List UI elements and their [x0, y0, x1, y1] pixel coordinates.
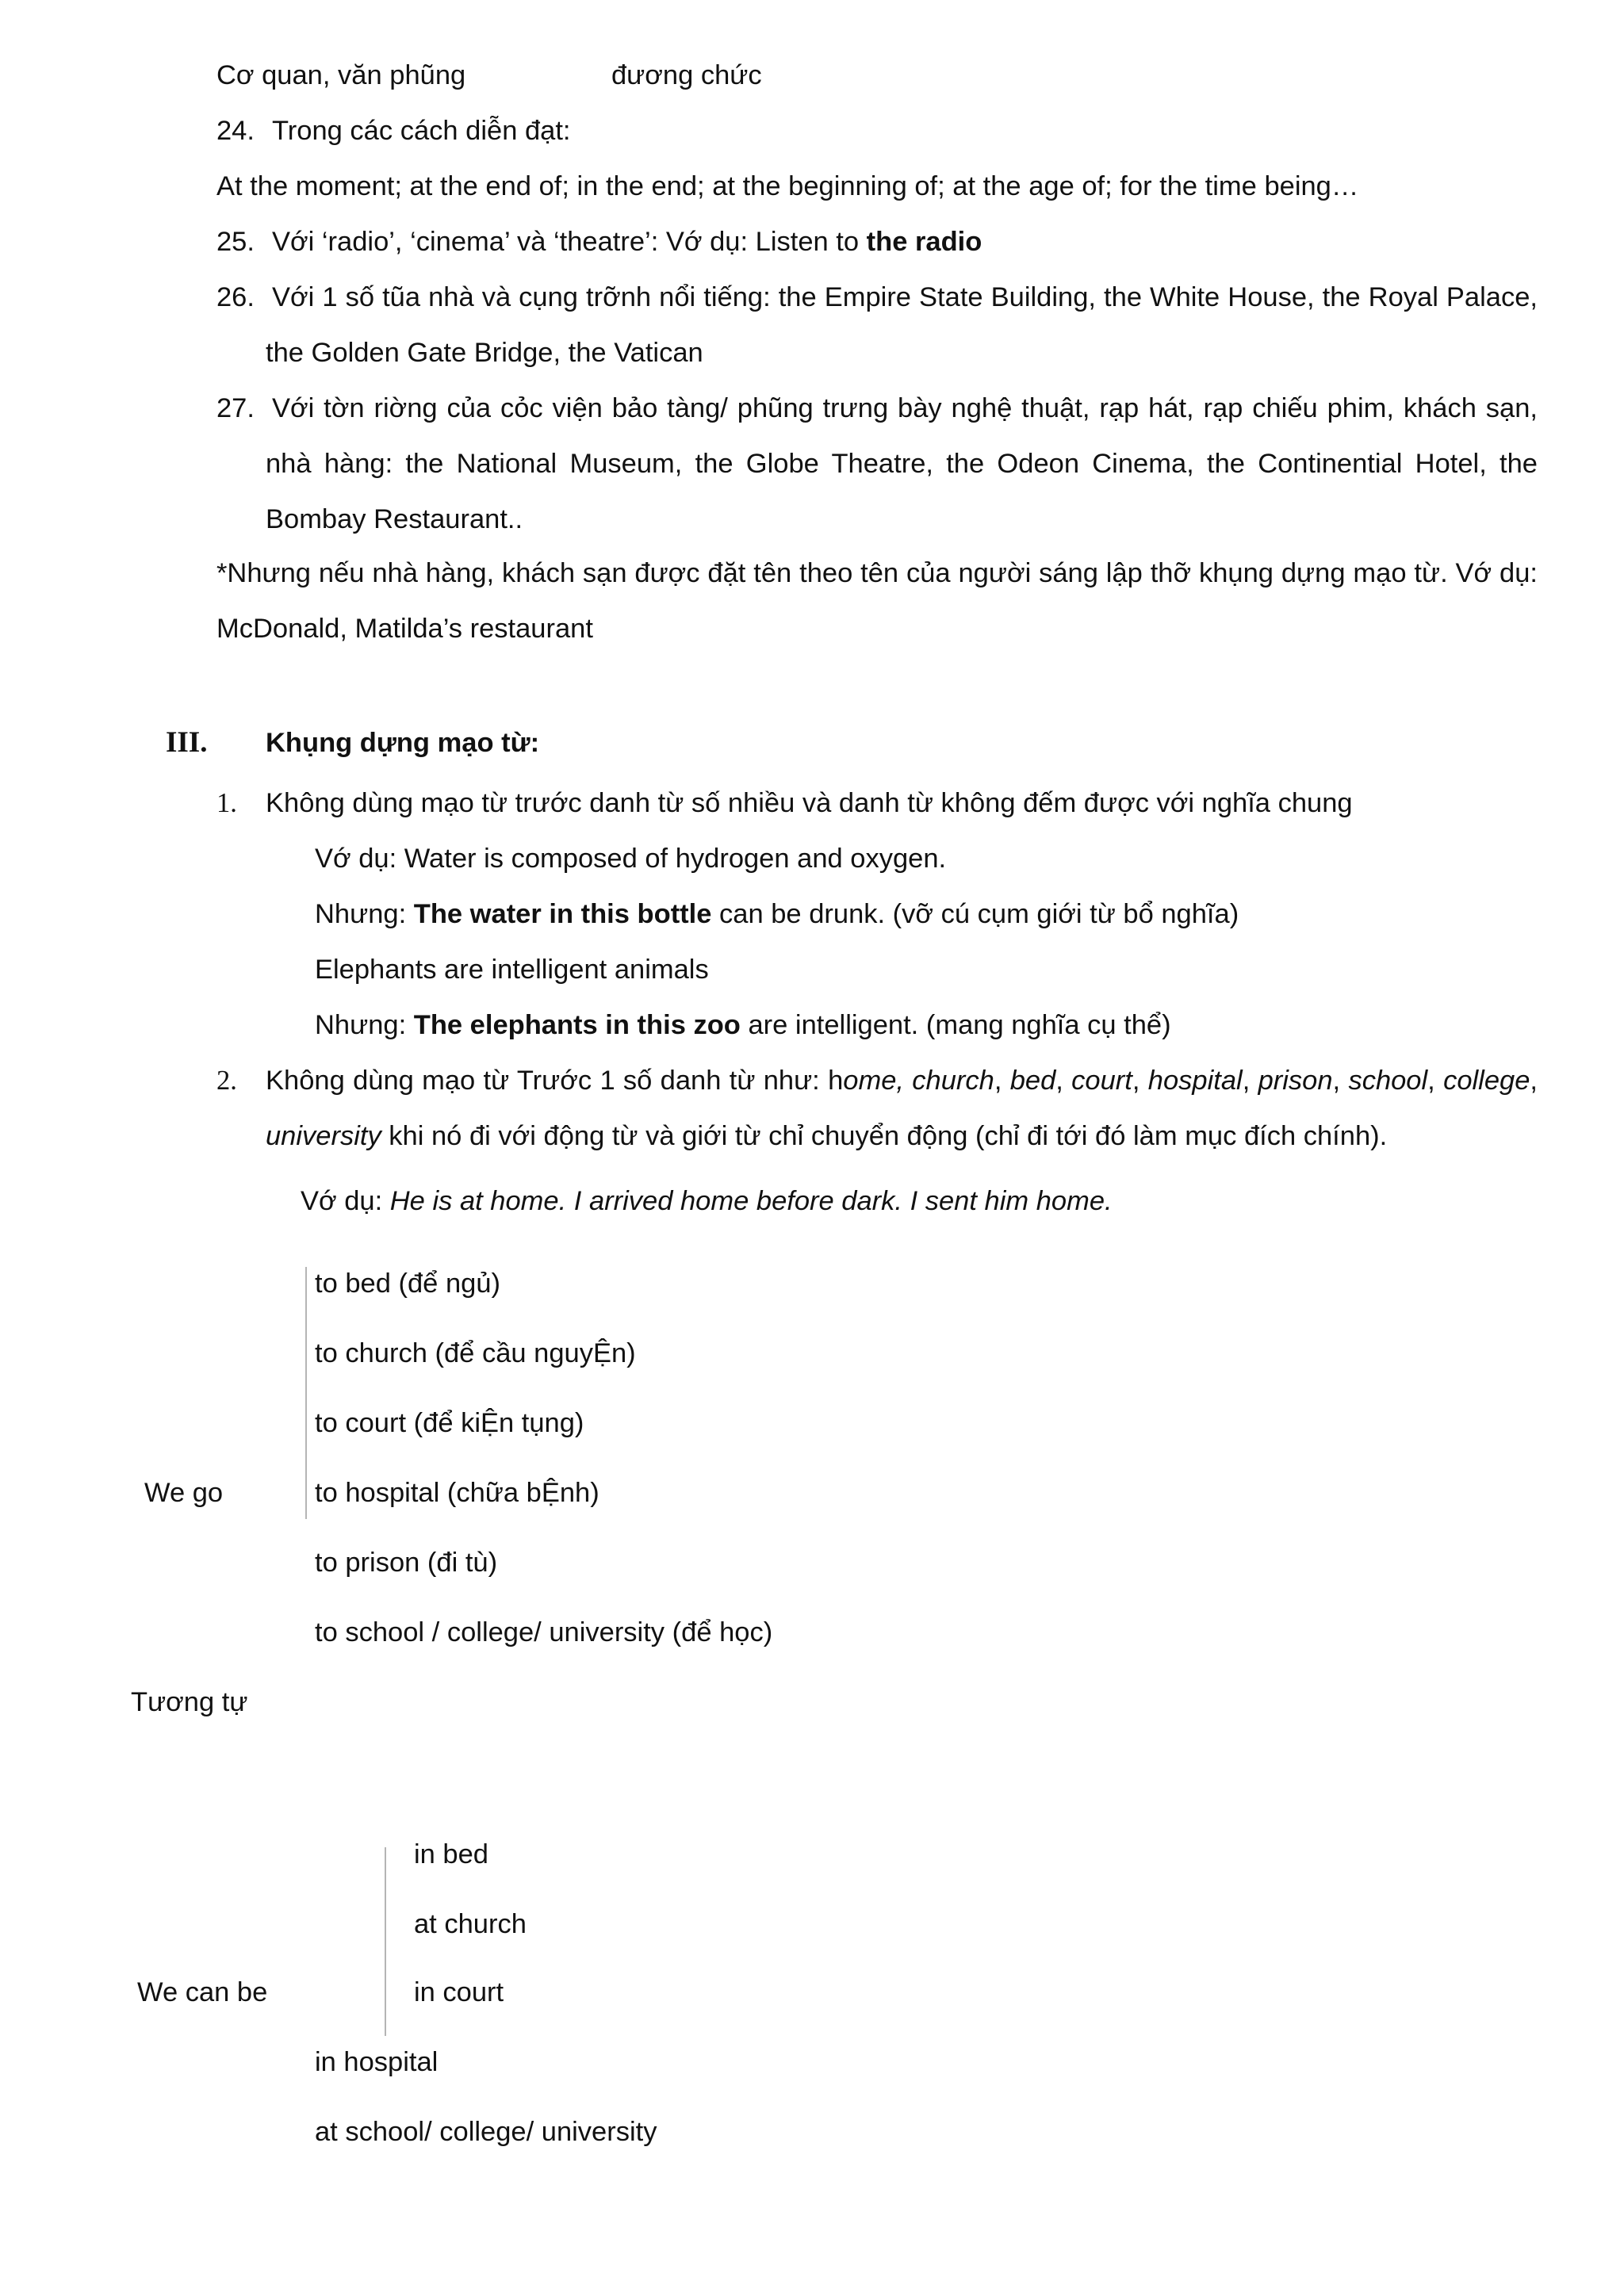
- we-go-bracket-line: [305, 1267, 307, 1519]
- rule-2-prefix: Không dùng mạo từ Trước 1 số danh từ như: h: [266, 1066, 844, 1096]
- noun-university: university: [266, 1121, 381, 1151]
- item-24-number: 24.: [216, 116, 255, 146]
- we-can-be-bracket-line: [385, 1847, 386, 2036]
- noun-court: court: [1071, 1066, 1132, 1096]
- item-25-text: Với ‘radio’, ‘cinema’ và ‘theatre’: Vớ dụ: Listen to: [272, 227, 867, 257]
- noun-prison: prison: [1258, 1066, 1333, 1096]
- we-can-be-label: We can be: [137, 1977, 268, 2007]
- noun-hospital: hospital: [1147, 1066, 1243, 1096]
- section-numeral: III.: [166, 726, 208, 759]
- we-go-item: to church (để cầu nguyỆn): [315, 1338, 636, 1368]
- item-27-line-1: Với tờn riờng của cỏc viện bảo tàng/ phũng trưng bày nghệ thuật, rạp hát, rạp chiếu phim, khách sạn,: [272, 393, 1538, 423]
- rule-2-example-prefix: Vớ dụ:: [301, 1186, 390, 1216]
- similarly-label: Tương tự: [131, 1687, 248, 1717]
- rule-1-example-3: Elephants are intelligent animals: [315, 955, 709, 985]
- item-25-number: 25.: [216, 227, 255, 257]
- rule-1-number: 1.: [216, 788, 237, 818]
- item-24-text: Trong các cách diễn đạt:: [272, 116, 571, 146]
- item-24-phrases: At the moment; at the end of; in the end; at the beginning of; at the age of; for the time being…: [216, 171, 1359, 201]
- item-27-line-3: Bombay Restaurant..: [266, 504, 523, 534]
- item-27-line-2: nhà hàng: the National Museum, the Globe Theatre, the Odeon Cinema, the Continential Hotel, the: [266, 449, 1538, 479]
- we-go-label: We go: [144, 1478, 224, 1508]
- rule-1-example-1: Vớ dụ: Water is composed of hydrogen and oxygen.: [315, 844, 947, 874]
- note-line-1: *Nhưng nếu nhà hàng, khách sạn được đặt tên theo tên của người sáng lập thỡ khụng dựng mạo từ. Vớ dụ:: [216, 558, 1538, 588]
- rule-2-line-2-rest: khi nó đi với động từ và giới từ chỉ chuyển động (chỉ đi tới đó làm mục đích chính).: [381, 1121, 1388, 1151]
- example-4-bold: The elephants in this zoo: [413, 1010, 741, 1040]
- example-4-suffix: are intelligent. (mang nghĩa cụ thể): [740, 1010, 1171, 1040]
- example-2-prefix: Nhưng:: [315, 899, 414, 929]
- noun-bed: bed: [1009, 1066, 1056, 1096]
- rule-1-text: Không dùng mạo từ trước danh từ số nhiều và danh từ không đếm được với nghĩa chung: [266, 788, 1353, 818]
- rule-2-line-2: [266, 1123, 1387, 1150]
- item-26-line-2: the Golden Gate Bridge, the Vatican: [266, 338, 703, 368]
- we-go-item: to school / college/ university (để học): [315, 1617, 773, 1647]
- we-go-item: to hospital (chữa bỆnh): [315, 1478, 599, 1508]
- we-go-item: to bed (để ngủ): [315, 1269, 501, 1299]
- noun-home-church: ome, church: [843, 1066, 994, 1096]
- rule-2-example: [301, 1188, 1113, 1215]
- rule-1-example-4: [315, 1012, 1171, 1039]
- rule-2-example-italic: He is at home. I arrived home before dark. I sent him home.: [389, 1186, 1113, 1216]
- we-go-item: to court (để kiỆn tụng): [315, 1408, 584, 1438]
- item-25-line: [272, 228, 982, 256]
- item-25-bold-text: the radio: [866, 227, 982, 257]
- we-can-be-item: at school/ college/ university: [315, 2117, 657, 2147]
- note-line-2: McDonald, Matilda’s restaurant: [216, 614, 593, 644]
- we-can-be-item: in hospital: [315, 2047, 439, 2077]
- rule-2-number: 2.: [216, 1066, 237, 1096]
- item-27-number: 27.: [216, 393, 255, 423]
- section-heading: Khụng dựng mạo từ:: [266, 728, 540, 758]
- rule-2-line-1: Không dùng mạo từ Trước 1 số danh từ như: home, church, bed, court, hospital, prison, school, college,: [266, 1066, 1538, 1096]
- example-4-prefix: Nhưng:: [315, 1010, 414, 1040]
- item-26-line-1: Với 1 số tũa nhà và cụng trỡnh nổi tiếng: the Empire State Building, the White House, the Royal Palace,: [272, 282, 1538, 312]
- noun-school: school: [1348, 1066, 1428, 1096]
- position-text: đương chức: [611, 60, 762, 90]
- we-go-item: to prison (đi tù): [315, 1548, 498, 1578]
- rule-1-example-2: [315, 901, 1239, 928]
- noun-college: college: [1443, 1066, 1530, 1096]
- example-2-bold: The water in this bottle: [413, 899, 712, 929]
- office-text: Cơ quan, văn phũng: [216, 60, 466, 90]
- we-can-be-item: in court: [414, 1977, 504, 2007]
- we-can-be-item: at church: [414, 1909, 527, 1939]
- example-2-suffix: can be drunk. (vỡ cú cụm giới từ bổ nghĩa): [711, 899, 1239, 929]
- item-26-number: 26.: [216, 282, 255, 312]
- we-can-be-item: in bed: [414, 1839, 488, 1869]
